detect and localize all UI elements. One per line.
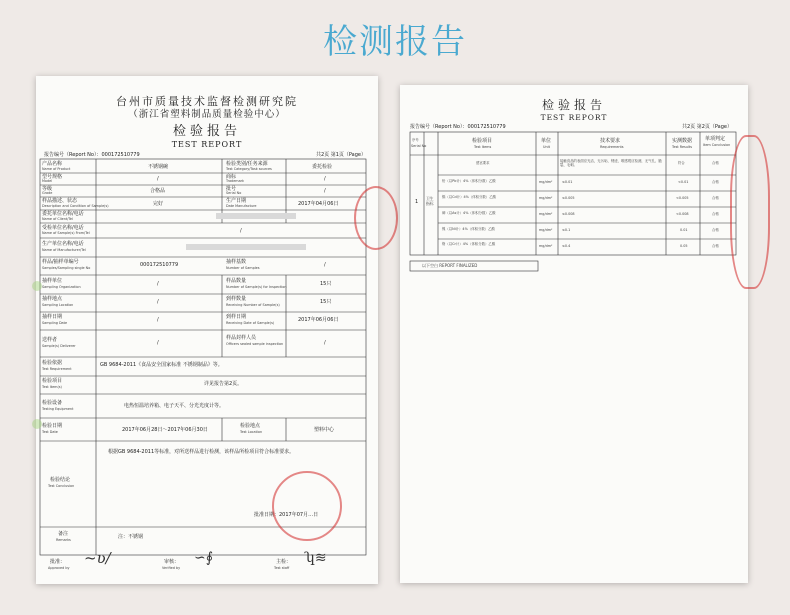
model-label: 型号规格 <box>42 174 63 180</box>
model-value: / <box>157 176 159 182</box>
report-number: 报告编号（Report No）：000172510779 <box>44 152 140 158</box>
manufacture-date-label-en: Date Manufacture <box>226 204 257 208</box>
sample-desc-value: 完好 <box>153 201 164 207</box>
row-item: 铬（以Cr计）4%（体积分数）乙酸 <box>442 242 496 246</box>
report-page-1 <box>36 76 378 584</box>
inspection-seal-stamp <box>272 471 342 541</box>
row-req: ≤0.008 <box>562 212 575 216</box>
test-items-label-en: Test Item(s) <box>42 385 62 389</box>
row-unit: mg/dm² <box>539 228 553 232</box>
received-date-label: 到样日期 <box>226 314 247 320</box>
sampling-org-label: 抽样单位 <box>42 278 63 284</box>
client-label-en: Name of Client/Tel <box>42 217 73 221</box>
edge-seal-stamp <box>354 186 398 250</box>
sealer-label-en: Officers sealed sample inspection <box>226 342 284 346</box>
row-unit: mg/dm² <box>539 212 553 216</box>
test-basis-label-en: Test Requirement <box>42 367 72 371</box>
col-serial: 序号 <box>412 138 419 142</box>
conclusion-label: 检验结论 <box>50 477 71 483</box>
category-label-en: Test Category/Task sources <box>226 167 272 171</box>
remarks-label: 备注 <box>58 531 69 537</box>
col-verdict: 单项判定 <box>705 136 726 142</box>
row-verdict: 合格 <box>712 228 719 232</box>
sealer-value: / <box>324 340 326 346</box>
redacted-manufacturer <box>186 244 306 250</box>
verified-label: 审核： <box>164 559 180 565</box>
verifier-signature: ∽∮ <box>194 550 214 566</box>
row-item: 铅（以Pb计）4%（体积分数）乙酸 <box>442 179 496 183</box>
row-item: 感官要求 <box>476 161 490 165</box>
report-title-en: TEST REPORT <box>540 113 608 122</box>
row-result: 0.01 <box>680 228 688 232</box>
received-qty-label: 到样数量 <box>226 296 247 302</box>
equipment-label: 检验设备 <box>42 400 63 406</box>
received-qty-label-en: Receiving Number of Sample(s) <box>226 303 280 307</box>
test-date-label-en: Test Date <box>42 430 58 434</box>
row-item: 镉（以Cd计）4%（体积分数）乙酸 <box>442 195 496 199</box>
col-item: 检验项目 <box>472 138 493 144</box>
group-label: 卫生指标 <box>426 196 434 206</box>
sampling-loc-label-en: Sampling Location <box>42 303 74 307</box>
page-indicator: 共2页 第2页（Page） <box>681 124 732 130</box>
location-label-en: Test Location <box>240 430 263 434</box>
equipment-label-en: Testing Equipment <box>42 407 74 411</box>
row-verdict: 合格 <box>712 161 719 165</box>
equipment-value: 电热恒温培养箱、电子天平、分光光度计等。 <box>124 403 225 409</box>
row-result: <0.005 <box>676 196 689 200</box>
received-date-value: 2017年06月06日 <box>298 317 339 323</box>
sealer-label: 样品封样人员 <box>226 335 257 341</box>
report-title: 检验报告 <box>541 98 606 112</box>
test-date-label: 检验日期 <box>42 423 63 429</box>
col-req-en: Requirements <box>600 145 624 149</box>
trademark-label-en: Trademark <box>226 179 245 183</box>
test-basis-value: GB 9684-2011《食品安全国家标准 不锈钢制品》等。 <box>100 362 223 368</box>
col-result: 实测数据 <box>672 138 693 144</box>
row-result: 0.05 <box>680 244 688 248</box>
row-unit: mg/dm² <box>539 180 553 184</box>
received-date-label-en: Receiving Date of Sample(s) <box>226 321 275 325</box>
approved-label: 批准： <box>50 559 66 565</box>
sampling-date-value: / <box>157 317 159 323</box>
tested-label-en: Test staff <box>274 566 290 570</box>
sample-desc-label: 样品描述、状态 <box>42 198 78 204</box>
conclusion-label-en: Test Conclusion <box>48 484 75 488</box>
received-qty-value: 15只 <box>320 299 332 305</box>
sample-desc-label-en: Description and Condition of Sample(s) <box>42 204 109 208</box>
tested-label: 主检： <box>276 559 292 565</box>
from-label-en: Name of Sample(s) From/Tel <box>42 231 90 235</box>
serial-label: 批号 <box>226 186 237 192</box>
manufacturer-label: 生产单位名称/电话 <box>42 241 84 247</box>
margin-mark <box>32 281 42 291</box>
edge-seal-stamp <box>730 135 770 289</box>
trademark-label: 商标 <box>226 174 237 180</box>
col-item-en: Test Items <box>474 145 492 149</box>
location-value: 塑料中心 <box>314 427 335 433</box>
base-num-label-en: Number of Samples <box>226 266 260 270</box>
grade-label-en: Grade <box>42 191 53 195</box>
issue-date: 批准日期：2017年07月…日 <box>254 512 319 518</box>
verified-label-en: Verified by <box>162 566 181 570</box>
base-num-label: 抽样基数 <box>226 259 247 265</box>
manufacture-date-value: 2017年04月06日 <box>298 201 339 207</box>
grade-value: 合格品 <box>150 188 166 194</box>
row-verdict: 合格 <box>712 244 719 248</box>
sampling-org-value: / <box>157 281 159 287</box>
serial-label-en: Serial No <box>226 191 242 195</box>
deliverer-label: 送样者 <box>42 337 58 343</box>
row-verdict: 合格 <box>712 212 719 216</box>
report-page-2 <box>400 85 748 583</box>
sample-qty-label-en: Number of Sample(s) for Inspection <box>226 285 287 289</box>
row-verdict: 合格 <box>712 180 719 184</box>
redacted-client <box>216 213 296 219</box>
row-verdict: 合格 <box>712 196 719 200</box>
row-unit: mg/dm² <box>539 196 553 200</box>
row-req: ≤0.01 <box>562 180 573 184</box>
approver-signature: ~ʋ/ <box>84 549 111 567</box>
product-name-label: 产品名称 <box>42 161 63 167</box>
product-name-label-en: Name of Product <box>42 167 71 171</box>
approved-label-en: Approved by <box>48 566 70 570</box>
col-unit: 单位 <box>541 138 552 144</box>
sampling-date-label: 抽样日期 <box>42 314 63 320</box>
product-name-value: 不锈钢碗 <box>148 164 169 170</box>
report-finalized: 以下空白 REPORT FINALIZED <box>422 263 478 268</box>
row-req: 接触食品的表面应光洁，无污垢、锈迹，唯感观应检测，无气孔、脆裂、毛刺。 <box>560 159 662 168</box>
deliverer-label-en: Sample(s) Deliverer <box>42 344 76 348</box>
test-items-label: 检验项目 <box>42 378 63 384</box>
sample-qty-value: 15只 <box>320 281 332 287</box>
sampling-no-label-en: Samples/Sampling single No <box>42 266 91 270</box>
row-result: 符合 <box>678 161 685 165</box>
row-unit: mg/dm² <box>539 244 553 248</box>
grade-label: 等级 <box>42 186 53 192</box>
from-label: 受检单位名称/电话 <box>42 225 84 231</box>
remarks-label-en: Remarks <box>56 538 71 542</box>
from-value: / <box>240 228 242 234</box>
row-req: ≤0.4 <box>562 244 571 248</box>
row-item: 镍（以Ni计）4%（体积分数）乙酸 <box>442 227 495 231</box>
row-item: 砷（以As计）4%（体积分数）乙酸 <box>442 211 496 215</box>
col-req: 技术要求 <box>600 138 621 144</box>
sampling-org-label-en: Sampling Organization <box>42 285 81 289</box>
manufacturer-label-en: Name of Manufacturer/Tel <box>42 248 86 252</box>
sampling-loc-label: 抽样地点 <box>42 296 63 302</box>
row-result: <0.01 <box>678 180 689 184</box>
page-title: 检测报告 <box>323 22 467 62</box>
client-label: 委托单位名称/电话 <box>42 211 84 217</box>
col-serial-en: Serial No <box>411 144 427 148</box>
org-subname: （浙江省塑料制品质量检验中心） <box>128 109 286 120</box>
org-name: 台州市质量技术监督检测研究院 <box>116 95 298 108</box>
row-result: <0.008 <box>676 212 689 216</box>
sampling-loc-value: / <box>157 299 159 305</box>
report-title-en: TEST REPORT <box>171 140 243 149</box>
sample-qty-label: 样品数量 <box>226 278 247 284</box>
col-result-en: Test Results <box>672 145 692 149</box>
tester-signature: ʮ≋ <box>304 550 327 566</box>
page-indicator: 共2页 第1页（Page） <box>315 152 366 158</box>
trademark-value: / <box>324 176 326 182</box>
sampling-date-label-en: Sampling Date <box>42 321 68 325</box>
base-num-value: / <box>324 262 326 268</box>
sampling-no-value: 000172510779 <box>140 262 179 268</box>
margin-mark <box>32 419 42 429</box>
row-req: ≤0.005 <box>562 196 575 200</box>
conclusion-value: 根据GB 9684-2011等标准，对所送样品进行检测，该样品所检项目符合标准要求。 <box>108 449 295 455</box>
col-verdict-en: Item Conclusion <box>703 143 731 147</box>
remarks-value: 注：不锈钢 <box>118 534 144 540</box>
sampling-no-label: 样品/抽样单编号 <box>42 259 79 265</box>
report-number: 报告编号（Report No）：000172510779 <box>410 124 506 130</box>
model-label-en: Model <box>42 179 53 183</box>
test-items-value: 详见报告第2页。 <box>204 381 243 387</box>
manufacture-date-label: 生产日期 <box>226 198 247 204</box>
test-basis-label: 检验依据 <box>42 360 63 366</box>
serial-value: / <box>324 188 326 194</box>
report-title: 检验报告 <box>172 124 241 139</box>
col-unit-en: Unit <box>543 145 550 149</box>
location-label: 检验地点 <box>240 423 261 429</box>
category-value: 委托检验 <box>312 164 333 170</box>
deliverer-value: / <box>157 340 159 346</box>
row-req: ≤0.1 <box>562 228 571 232</box>
category-label: 检验类别/任务来源 <box>226 161 268 167</box>
group-number: 1 <box>415 199 419 205</box>
test-date-value: 2017年06月28日～2017年06月30日 <box>122 427 208 433</box>
